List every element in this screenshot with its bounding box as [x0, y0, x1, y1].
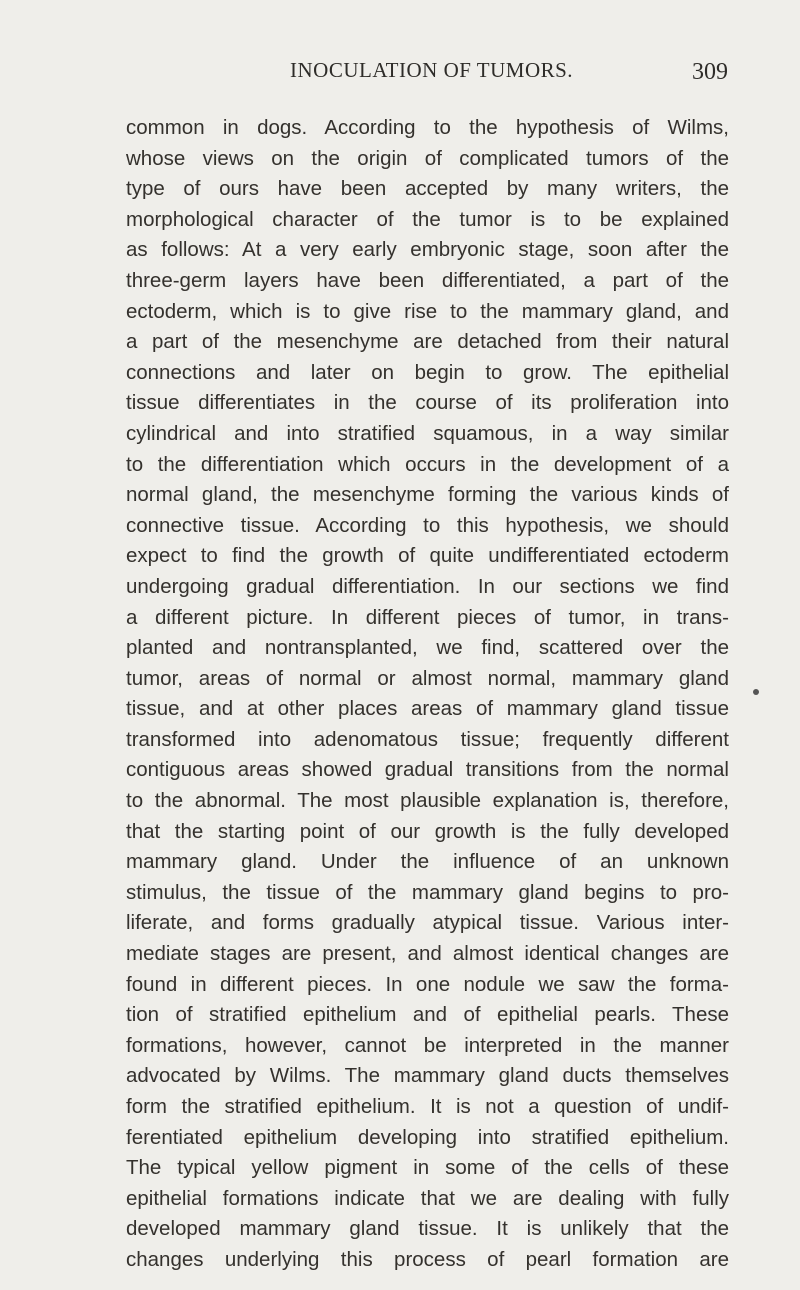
text-line: transformed into adenomatous tissue; frequently different: [126, 727, 729, 751]
text-line: tumor, areas of normal or almost normal, mammary gland: [126, 666, 729, 690]
text-line: undergoing gradual differentiation. In our sections we find: [126, 574, 729, 598]
text-line: planted and nontransplanted, we find, scattered over the: [126, 636, 729, 660]
text-line: ectoderm, which is to give rise to the mammary gland, and: [126, 299, 729, 323]
text-line: as follows: At a very early embryonic stage, soon after the: [126, 238, 729, 262]
text-line: common in dogs. According to the hypothesis of Wilms,: [126, 116, 729, 139]
text-line: contiguous areas showed gradual transitions from the normal: [126, 758, 729, 782]
text-line: stimulus, the tissue of the mammary gland begins to pro-: [126, 880, 729, 904]
text-line: connective tissue. According to this hypothesis, we should: [126, 513, 729, 537]
running-head: [0, 58, 800, 88]
text-line: mammary gland. Under the influence of an unknown: [126, 850, 729, 874]
text-line: type of ours have been accepted by many writers, the: [126, 177, 729, 201]
text-line: advocated by Wilms. The mammary gland ducts themselves: [126, 1064, 729, 1088]
text-line: epithelial formations indicate that we are dealing with fully: [126, 1186, 729, 1210]
text-line: tissue, and at other places areas of mammary gland tissue: [126, 697, 729, 721]
text-line: a different picture. In different pieces of tumor, in trans-: [126, 605, 729, 629]
text-line: ferentiated epithelium developing into stratified epithelium.: [126, 1125, 729, 1149]
text-line: The typical yellow pigment in some of the cells of these: [126, 1156, 729, 1180]
text-line: a part of the mesenchyme are detached from their natural: [126, 330, 729, 354]
text-line: expect to find the growth of quite undifferentiated ectoderm: [126, 544, 729, 568]
text-line: form the stratified epithelium. It is not a question of undif-: [126, 1095, 729, 1118]
text-line: tion of stratified epithelium and of epithelial pearls. These: [126, 1003, 729, 1027]
text-line: that the starting point of our growth is the fully developed: [126, 819, 729, 843]
running-title: INOCULATION OF TUMORS.: [290, 58, 574, 82]
text-line: tissue differentiates in the course of its proliferation into: [126, 391, 729, 415]
text-line: found in different pieces. In one nodule we saw the forma-: [126, 972, 729, 996]
body-text: [126, 113, 729, 1276]
text-line: cylindrical and into stratified squamous, in a way similar: [126, 421, 729, 445]
text-line: normal gland, the mesenchyme forming the various kinds of: [126, 483, 729, 507]
text-line: connections and later on begin to grow. The epithelial: [126, 360, 729, 384]
text-line: whose views on the origin of complicated tumors of the: [126, 146, 729, 170]
text-line: mediate stages are present, and almost identical changes are: [126, 942, 729, 966]
text-line: three-germ layers have been differentiated, a part of the: [126, 268, 729, 292]
page-number: 309: [692, 59, 728, 85]
text-line: morphological character of the tumor is to be explained: [126, 207, 729, 231]
margin-dot: [753, 689, 759, 695]
text-line: formations, however, cannot be interpreted in the manner: [126, 1033, 729, 1057]
text-line: liferate, and forms gradually atypical tissue. Various inter-: [126, 911, 729, 935]
text-line: to the abnormal. The most plausible explanation is, therefore,: [126, 789, 729, 813]
text-line: developed mammary gland tissue. It is unlikely that the: [126, 1217, 729, 1241]
text-line: changes underlying this process of pearl formation are: [126, 1247, 729, 1271]
text-line: to the differentiation which occurs in the development of a: [126, 452, 729, 476]
